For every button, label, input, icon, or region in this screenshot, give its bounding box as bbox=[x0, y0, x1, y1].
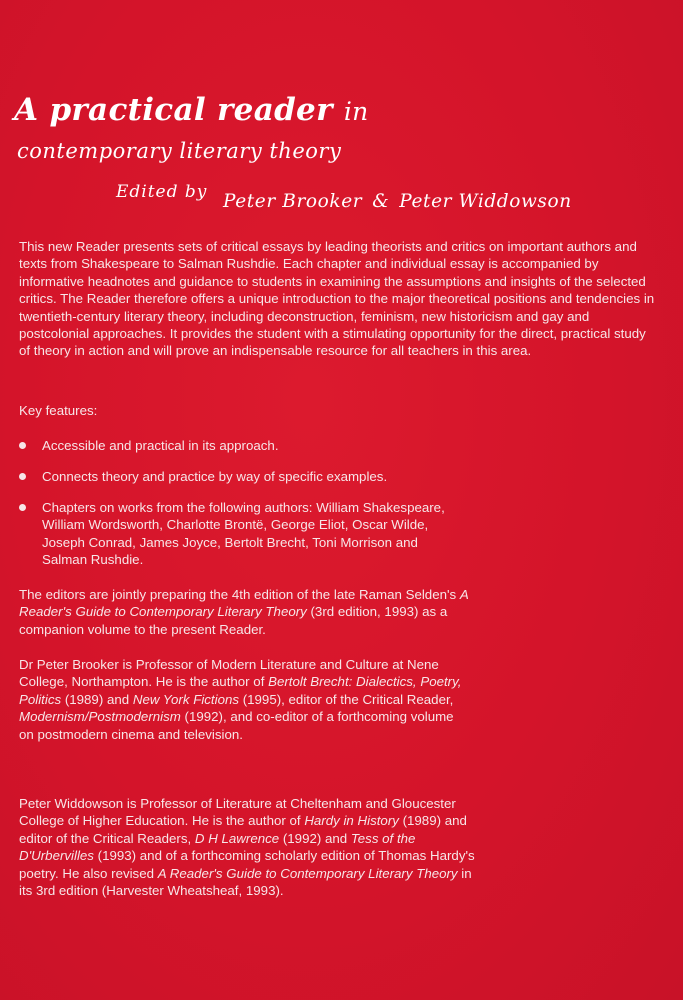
editor-first: Peter Brooker bbox=[223, 191, 363, 212]
editor-second: Peter Widdowson bbox=[399, 191, 572, 212]
feature-text: Connects theory and practice by way of specific examples. bbox=[42, 469, 388, 484]
feature-text: Chapters on works from the following authors: William Shakespeare, William Wordsworth, Charlotte Brontë, George Eliot, Oscar Wilde, Joseph Conrad, James Joyce, Bertolt Brecht, Toni Morrison and Salman Rushdie. bbox=[42, 500, 445, 568]
text-run: The editors are jointly preparing the 4th edition of the late Raman Selden's bbox=[19, 587, 460, 602]
title-main: A practical reader bbox=[14, 92, 333, 128]
text-run: in its 3rd edition (Harvester Wheatsheaf, 1993). bbox=[19, 865, 472, 899]
text-run: (1995), editor of the Critical Reader, bbox=[239, 691, 454, 707]
book-reference: Bertolt Brecht: Dialectics, Poetry, Politics bbox=[19, 674, 462, 707]
text-run: (3rd edition, 1993) as a companion volume to the present Reader. bbox=[19, 604, 448, 637]
text-run: (1992) and bbox=[279, 830, 351, 846]
bullet-icon bbox=[19, 473, 26, 480]
editors-ampersand: & bbox=[372, 191, 390, 212]
book-reference: A Reader's Guide to Contemporary Literary Theory bbox=[157, 865, 458, 881]
book-reference: D H Lawrence bbox=[194, 830, 280, 846]
key-features-heading: Key features: bbox=[19, 403, 98, 418]
list-item bbox=[19, 499, 459, 569]
editors-names bbox=[223, 191, 572, 212]
book-title bbox=[14, 92, 369, 128]
book-subtitle: contemporary literary theory bbox=[17, 139, 342, 163]
title-in: in bbox=[343, 97, 369, 126]
editors-note-paragraph bbox=[19, 586, 469, 638]
features-list bbox=[19, 437, 459, 582]
text-run: Dr Peter Brooker is Professor of Modern Literature and Culture at Nene College, Northampton. He is the author of bbox=[19, 657, 439, 690]
text-run: (1989) and bbox=[61, 691, 133, 707]
intro-paragraph: This new Reader presents sets of critical essays by leading theorists and critics on important authors and texts from Shakespeare to Salman Rushdie. Each chapter and individual essay is accompanied by informative headnotes and guidance to students in examining the assumptions and insights of the selected critics. The Reader therefore offers a unique introduction to the major theoretical positions and tendencies in twentieth-century literary theory, including deconstruction, feminism, new historicism and gay and postcolonial approaches. It provides the student with a stimulating opportunity for the direct, practical study of theory in action and will prove an indispensable resource for all teachers in this area. bbox=[19, 239, 655, 359]
text-run: (1992), and co-editor of a forthcoming volume on postmodern cinema and television. bbox=[19, 709, 454, 742]
book-reference: Tess of the D'Urbervilles bbox=[19, 830, 416, 864]
text-run: Peter Widdowson is Professor of Literature at Cheltenham and Gloucester College of Higher Education. He is the author of bbox=[19, 796, 456, 829]
list-item bbox=[19, 437, 459, 454]
book-reference: Modernism/Postmodernism bbox=[19, 709, 181, 725]
text-run: (1989) and editor of the Critical Readers, bbox=[19, 813, 467, 846]
book-reference: New York Fictions bbox=[132, 691, 240, 707]
text-run: (1993) and of a forthcoming scholarly edition of Thomas Hardy's poetry. He also revised bbox=[19, 848, 475, 881]
brooker-bio-paragraph bbox=[19, 656, 469, 743]
edited-by-label: Edited by bbox=[116, 182, 208, 202]
bullet-icon bbox=[19, 504, 26, 511]
bullet-icon bbox=[19, 442, 26, 449]
widdowson-bio-paragraph bbox=[19, 795, 479, 899]
list-item bbox=[19, 468, 459, 485]
book-reference: Hardy in History bbox=[304, 813, 399, 829]
feature-text: Accessible and practical in its approach. bbox=[42, 438, 279, 453]
book-reference: A Reader's Guide to Contemporary Literary Theory bbox=[19, 587, 469, 620]
